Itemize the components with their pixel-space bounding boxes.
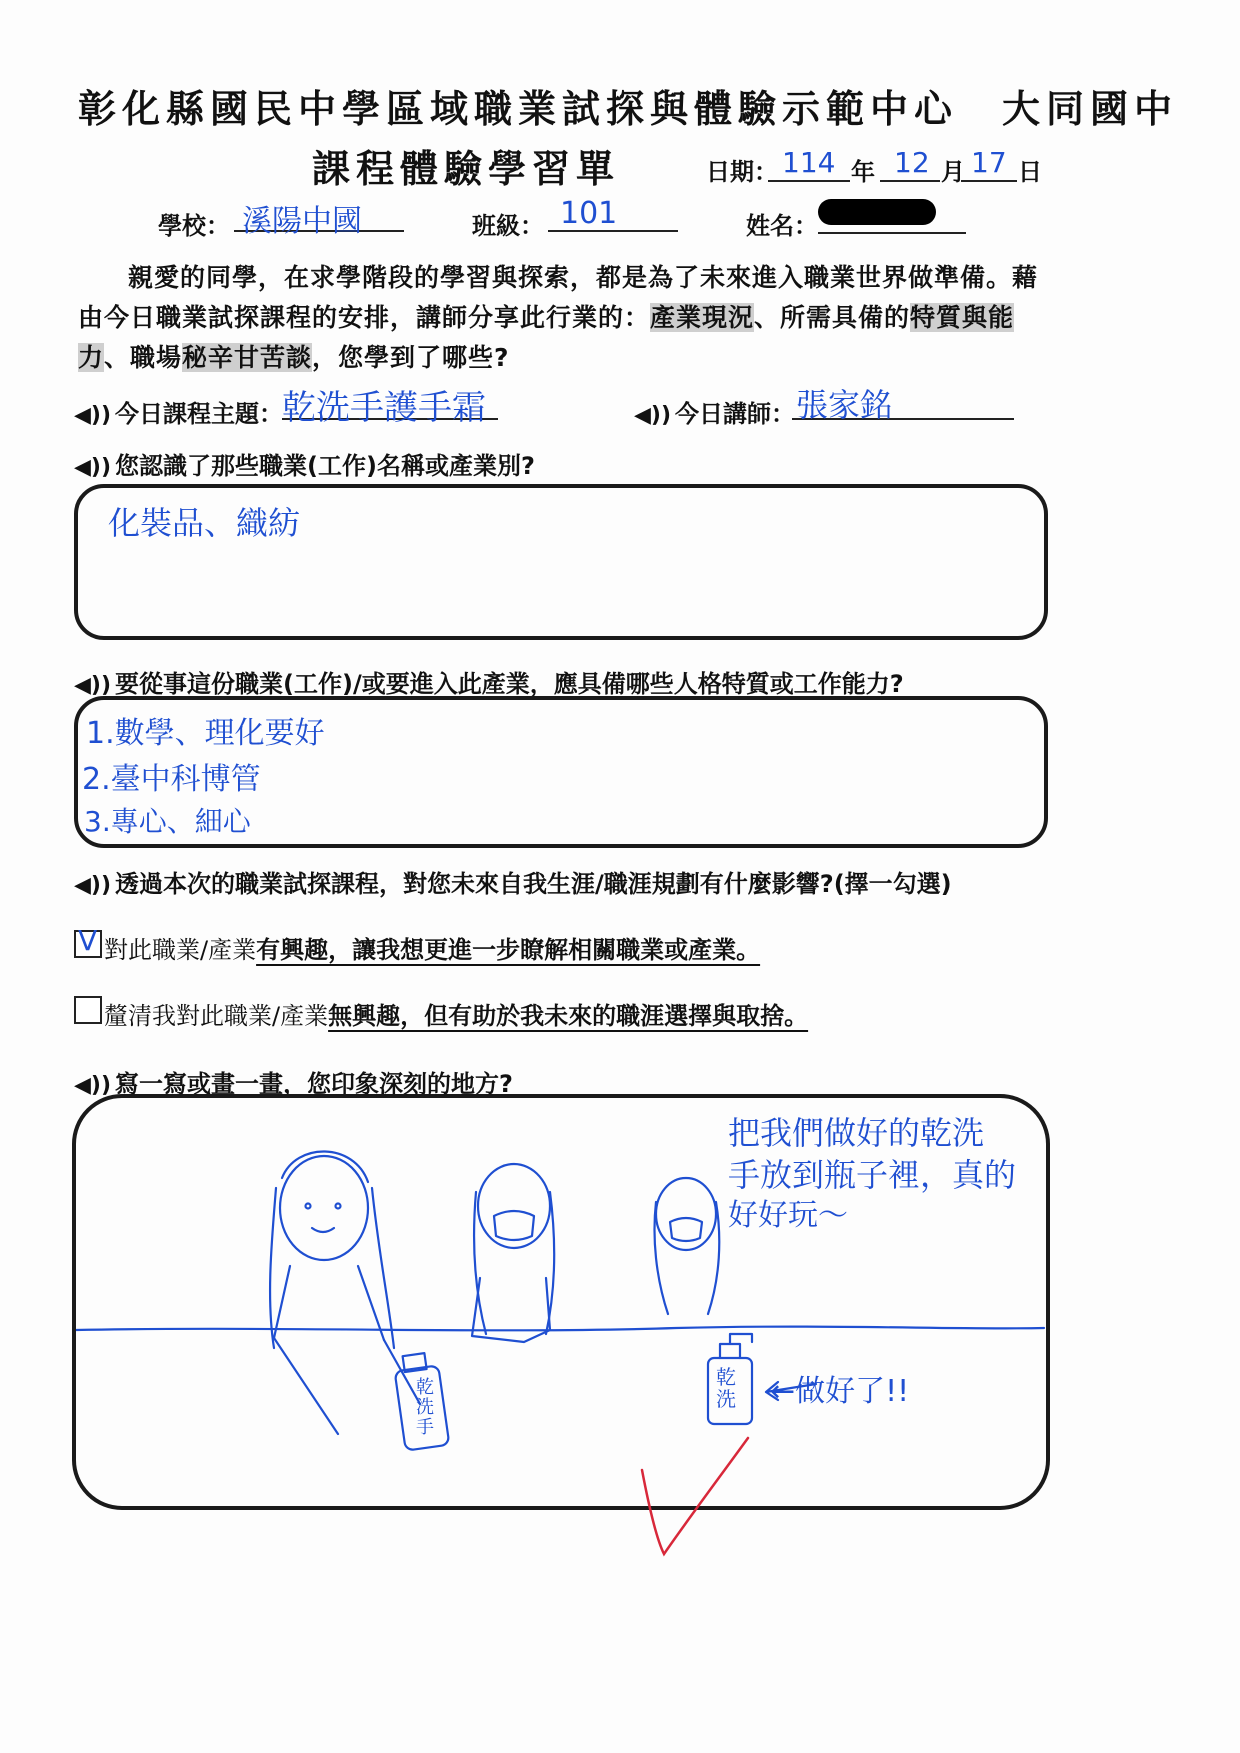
bottle-right-label: 乾洗 <box>716 1365 736 1411</box>
class-label: 班級： <box>472 212 544 240</box>
option-2-emphasis: 無興趣，但有助於我未來的職涯選擇與取捨。 <box>328 1002 809 1030</box>
question-3-text: 透過本次的職業試探課程，對您未來自我生涯/職涯規劃有什麼影響?(擇一勾選) <box>115 870 952 898</box>
student-drawing <box>76 1098 1046 1506</box>
speaker-icon: ◀)) <box>74 403 112 428</box>
date-day-value: 17 <box>971 146 1007 179</box>
question-4-text: 寫一寫或畫一畫，您印象深刻的地方? <box>115 1070 513 1098</box>
date-month-field <box>880 146 940 182</box>
table-line <box>76 1327 1044 1331</box>
question-2 <box>74 664 904 699</box>
speaker-icon: ◀)) <box>634 403 672 428</box>
girl-2-face <box>478 1164 550 1248</box>
speaker-icon: ◀)) <box>74 455 112 480</box>
question-3 <box>74 864 952 899</box>
teacher-label-text: 今日講師： <box>675 400 796 428</box>
question-2-text: 要從事這份職業(工作)/或要進入此產業，應具備哪些人格特質或工作能力? <box>115 670 904 698</box>
speaker-icon: ◀)) <box>74 873 112 898</box>
answer-2-line-2: 2.臺中科博管 <box>82 762 261 797</box>
girl-3-mask <box>670 1218 702 1241</box>
date-month-unit: 月 <box>941 158 965 186</box>
option-1-checkmark: V <box>78 924 98 957</box>
intro-text-1: 親愛的同學，在求學階段的學習與探索，都是為了未來進入職業世界做準備。藉由今日職業試探課程的安排，講師分享此行業的： <box>78 263 1039 332</box>
topic-label <box>74 394 283 429</box>
grade-checkmark-icon <box>636 1432 756 1562</box>
answer-2-line-1: 1.數學、理化要好 <box>86 716 325 751</box>
topic-field <box>282 380 498 428</box>
name-label: 姓名： <box>746 212 818 240</box>
question-1 <box>74 446 535 481</box>
school-label: 學校： <box>158 212 230 240</box>
school-field <box>234 196 404 239</box>
intro-text-4: ，您學到了哪些? <box>312 343 510 372</box>
date-year-value: 114 <box>782 146 836 179</box>
option-1-label <box>104 930 760 965</box>
girl-1-face <box>280 1156 368 1260</box>
topic-label-text: 今日課程主題： <box>115 400 284 428</box>
drawing-box <box>72 1094 1050 1510</box>
intro-highlight-stories: 秘辛甘苦談 <box>182 343 313 372</box>
note-line-2: 手放到瓶子裡，真的 <box>728 1156 1017 1194</box>
school-value: 溪陽中國 <box>242 204 362 239</box>
girl-2-mask <box>494 1211 534 1240</box>
date-day-unit: 日 <box>1018 158 1042 186</box>
bottle-left-label: 乾洗手 <box>416 1377 434 1438</box>
class-value: 101 <box>560 196 618 231</box>
speaker-icon: ◀)) <box>74 1073 112 1098</box>
teacher-field <box>792 380 1014 424</box>
topic-value: 乾洗手護手霜 <box>282 388 486 428</box>
note-line-1: 把我們做好的乾洗 <box>728 1114 985 1152</box>
date-month-value: 12 <box>894 146 930 179</box>
option-1-plain: 對此職業/產業 <box>104 936 257 964</box>
girl-2-hair <box>474 1192 554 1334</box>
question-1-text: 您認識了那些職業(工作)名稱或產業別? <box>115 452 535 480</box>
answer-box-1 <box>74 484 1048 640</box>
date-year-unit: 年 <box>851 158 875 186</box>
intro-text-3: 、職場 <box>104 343 183 372</box>
intro-text-2: 、所需具備的 <box>754 303 911 332</box>
date-day-field <box>961 146 1017 182</box>
option-2-label <box>104 996 808 1031</box>
intro-highlight-traits: 特質與能力 <box>78 303 1015 372</box>
note-line-3: 好好玩～ <box>728 1198 848 1233</box>
option-2-plain: 釐清我對此職業/產業 <box>104 1002 329 1030</box>
option-1-checkbox[interactable] <box>74 924 102 958</box>
girl-3-face <box>656 1178 716 1250</box>
option-1-emphasis: 有興趣，讓我想更進一步瞭解相關職業或產業。 <box>256 936 761 964</box>
teacher-value: 張家銘 <box>796 386 893 424</box>
answer-1-text: 化裝品、織紡 <box>108 504 301 542</box>
name-redaction <box>818 199 936 225</box>
class-field <box>548 196 678 232</box>
arrow-label: ←做好了!! <box>770 1374 910 1409</box>
date-label: 日期： <box>706 158 778 186</box>
intro-paragraph <box>78 258 1038 378</box>
date-year-field <box>768 146 850 182</box>
speaker-icon: ◀)) <box>74 673 112 698</box>
document-title: 彰化縣國民中學區域職業試探與體驗示範中心 大同國中 <box>78 87 1179 131</box>
intro-highlight-industry: 產業現況 <box>650 303 755 332</box>
answer-box-2 <box>74 696 1048 848</box>
teacher-label <box>634 394 795 429</box>
document-subtitle: 課程體驗學習單 <box>312 147 621 191</box>
answer-2-line-3: 3.專心、細心 <box>84 805 251 838</box>
option-2-checkbox[interactable] <box>74 996 102 1024</box>
